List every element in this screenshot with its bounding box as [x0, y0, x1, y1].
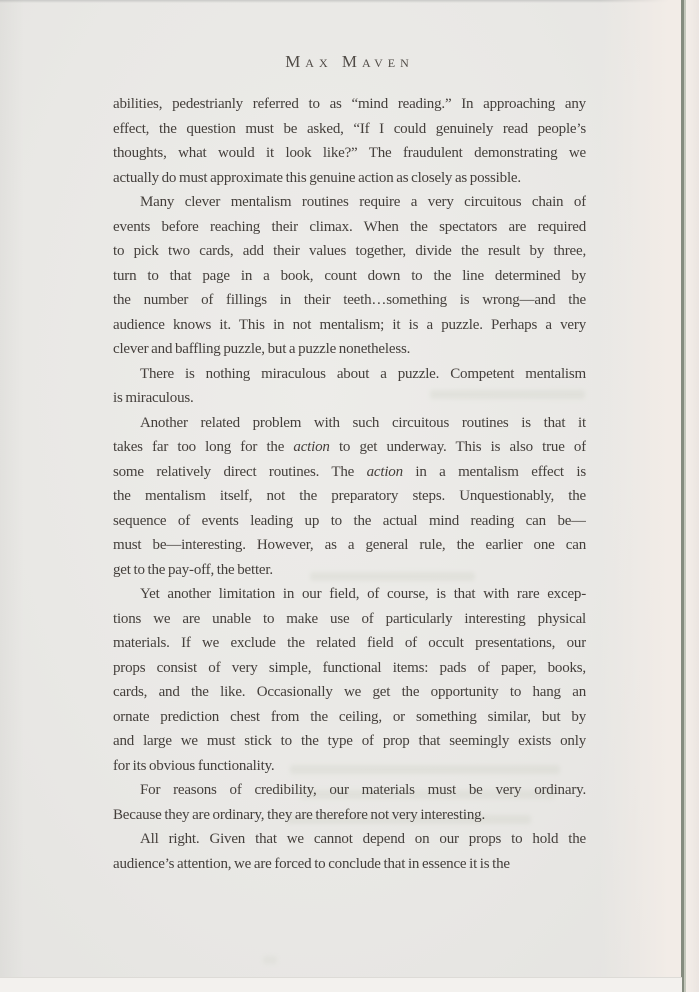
text-line: ornate prediction chest from the ceiling, or something similar, but by [113, 708, 586, 725]
text-line: Because they are ordinary, they are therefore not very interesting. [113, 806, 486, 823]
scan-top-edge [0, 0, 699, 3]
text-segment: takes far too long for the [113, 439, 294, 455]
text-line: turn to that page in a book, count down to the line determined by [113, 267, 586, 284]
text-line: All right. Given that we cannot depend on our props to hold the [140, 831, 586, 847]
text-line: get to the pay-off, the better. [113, 561, 273, 578]
text-line: materials. If we exclude the related field of occult presentations, our [113, 635, 586, 651]
text-line: and large we must stick to the type of prop that seemingly exists only [113, 733, 586, 749]
running-header-title: Max Maven [285, 52, 414, 71]
adjacent-page-strip [686, 0, 699, 992]
ink-showthrough [263, 956, 277, 964]
text-line: for its obvious functionality. [113, 757, 275, 774]
text-line: Another related problem with such circuitous routines is that it [140, 414, 586, 431]
paragraph [113, 92, 586, 190]
text-segment: in a mentalism effect is [402, 463, 586, 480]
text-line [113, 435, 586, 460]
text-line: the number of fillings in their teeth…something is wrong—and the [113, 292, 586, 308]
text-line: the mentalism itself, not the preparatory steps. Unquestionably, the [113, 488, 586, 504]
text-line: For reasons of credibility, our materials must be very ordinary. [140, 782, 586, 798]
text-line: effect, the question must be asked, “If I could genuinely read people’s [113, 120, 586, 137]
paragraph [113, 411, 586, 583]
italic-text: action [366, 463, 403, 480]
text-line: must be—interesting. However, as a general rule, the earlier one can [113, 537, 586, 553]
text-line: tions we are unable to make use of particularly interesting physical [113, 610, 586, 627]
text-line: is miraculous. [113, 390, 194, 406]
text-line: Yet another limitation in our field, of course, is that with rare excep- [140, 586, 586, 602]
text-line: audience’s attention, we are forced to conclude that in essence it is the [113, 855, 510, 872]
italic-text: action [293, 439, 330, 455]
text-line: sequence of events leading up to the actual mind reading can be— [113, 512, 586, 529]
paragraph [113, 778, 586, 827]
paragraph [113, 582, 586, 778]
paragraph [113, 362, 586, 411]
text-line: to pick two cards, add their values together, divide the result by three, [113, 243, 586, 259]
scan-left-shade [0, 0, 24, 992]
text-segment: some relatively direct routines. The [113, 463, 367, 480]
text-line: cards, and the like. Occasionally we get the opportunity to hang an [113, 684, 586, 700]
text-line: audience knows it. This in not mentalism; it is a puzzle. Perhaps a very [113, 316, 586, 333]
text-line: abilities, pedestrianly referred to as “mind reading.” In approaching any [113, 96, 586, 112]
text-line: events before reaching their climax. When the spectators are required [113, 218, 586, 235]
text-line [113, 460, 586, 485]
text-line: There is nothing miraculous about a puzzle. Competent mentalism [140, 365, 586, 382]
page-edge-warm-gradient [600, 0, 681, 992]
paragraph [113, 827, 586, 876]
paragraph [113, 190, 586, 362]
text-line: thoughts, what would it look like?” The fraudulent demonstrating we [113, 145, 586, 161]
running-header [113, 52, 586, 72]
text-line: clever and baffling puzzle, but a puzzle nonetheless. [113, 341, 411, 357]
text-line: props consist of very simple, functional items: pads of paper, books, [113, 659, 586, 676]
scan-bottom-strip [0, 977, 682, 992]
body-text [113, 92, 586, 876]
text-line: actually do must approximate this genuine action as closely as possible. [113, 169, 521, 186]
text-line: Many clever mentalism routines require a very circuitous chain of [140, 194, 586, 210]
text-segment: to get underway. This is also true of [329, 439, 586, 455]
